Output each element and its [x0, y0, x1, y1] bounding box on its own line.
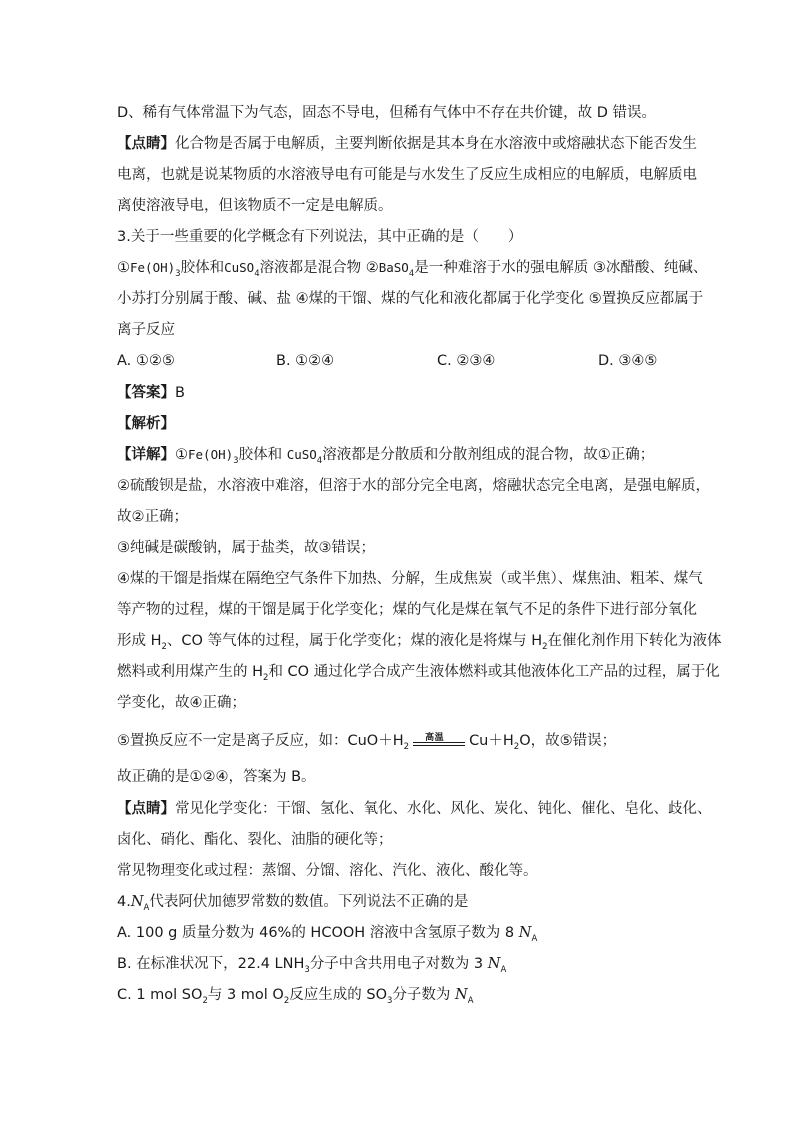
text-span: 与 3 mol O [207, 987, 284, 1003]
text-span: 等产物的过程，煤的干馏是属于化学变化；煤的气化是煤在氧气不足的条件下进行部分氧化 [117, 602, 697, 618]
section-tag: 【答案】 [117, 385, 175, 401]
subscript: 2 [403, 742, 410, 752]
text-line [117, 537, 375, 559]
subscript: 3 [387, 996, 393, 1006]
text-span: 化合物是否属于电解质，主要判断依据是其本身在水溶液中或熔融状态下能否发生 [175, 136, 697, 152]
option-text: A. ①②⑤ [117, 353, 175, 369]
text-line [117, 568, 703, 590]
text-span: ⑤置换反应不一定是离子反应，如：CuO＋H [117, 733, 404, 749]
subscript: 3 [175, 269, 181, 279]
text-line [117, 288, 703, 310]
subscript: 2 [513, 742, 520, 752]
constant-symbol: N [518, 925, 532, 941]
question-title [117, 891, 468, 915]
formula: CuSO [224, 260, 255, 275]
text-span: 3.关于一些重要的化学概念有下列说法，其中正确的是（ ） [117, 229, 523, 245]
text-span: 学变化，故④正确； [117, 695, 246, 711]
text-line [117, 798, 712, 820]
text-span: ③纯碱是碳酸钠，属于盐类，故③错误； [117, 540, 375, 556]
text-span: 燃料或利用煤产生的 H [117, 664, 264, 680]
text-span: ① [117, 260, 130, 276]
option-text: C. ②③④ [437, 353, 496, 369]
text-span: B. 在标准状况下，22.4 LNH [117, 956, 305, 972]
subscript: A [143, 903, 150, 913]
analysis-heading [117, 413, 175, 435]
subscript: 2 [283, 996, 290, 1006]
constant-symbol: N [130, 894, 144, 910]
section-tag: 【解析】 [117, 416, 175, 432]
text-line [117, 475, 710, 497]
subscript: A [467, 996, 474, 1006]
option-text: B. ①②④ [276, 353, 335, 369]
text-span: 常见化学变化：干馏、氢化、氧化、水化、风化、炭化、钝化、催化、皂化、歧化、 [175, 801, 712, 817]
option-a [117, 350, 175, 372]
text-span: 形成 H [117, 633, 162, 649]
text-span: 是一种难溶于水的强电解质 ③冰醋酸、纯碱、 [414, 260, 708, 276]
text-span: 分子数为 [392, 987, 456, 1003]
text-span: 4. [117, 894, 131, 910]
text-span: 和 CO 通过化学合成产生液体燃料或其他液体化工产品的过程，属于化 [268, 664, 720, 680]
option-line [117, 984, 474, 1008]
text-span: C. 1 mol SO [117, 987, 203, 1003]
option-line [117, 953, 506, 977]
option-c [437, 350, 495, 372]
answer-line [117, 382, 185, 404]
subscript: 3 [233, 456, 239, 466]
text-line [117, 195, 393, 217]
text-span: 分子中含共用电子对数为 3 [309, 956, 488, 972]
text-span: 在催化剂作用下转化为液体 [547, 633, 722, 649]
equation-line [117, 730, 616, 754]
formula: BaSO [378, 260, 409, 275]
text-line [117, 829, 393, 851]
text-line [117, 661, 720, 685]
option-line [117, 922, 537, 946]
subscript: 2 [202, 996, 208, 1006]
text-span: 电离，也就是说某物质的水溶液导电有可能是与水发生了反应生成相应的电解质，电解质电 [117, 167, 697, 183]
option-b [276, 350, 334, 372]
text-line [117, 133, 697, 155]
text-line [117, 692, 246, 714]
text-span: O，故⑤错误； [519, 733, 617, 749]
text-line [117, 319, 175, 341]
subscript: A [531, 934, 538, 944]
text-line [117, 257, 707, 281]
text-span: D、稀有气体常温下为气态，固态不导电，但稀有气体中不存在共价键，故 D 错误。 [117, 105, 657, 121]
subscript: 4 [316, 456, 323, 466]
text-line [117, 444, 654, 468]
text-line [117, 102, 656, 124]
text-span: 代表阿伏加德罗常数的数值。下列说法不正确的是 [149, 894, 469, 910]
section-tag: 【点睛】 [117, 801, 175, 817]
text-span: A. 100 g 质量分数为 46%的 HCOOH 溶液中含氢原子数为 8 [117, 925, 519, 941]
constant-symbol: N [487, 956, 501, 972]
text-line [117, 599, 697, 621]
subscript: A [500, 965, 507, 975]
text-span: 胶体和 [180, 260, 225, 276]
text-span: Cu＋H [469, 733, 514, 749]
text-span: 胶体和 [238, 447, 287, 463]
option-text: D. ③④⑤ [598, 353, 658, 369]
subscript: 4 [408, 269, 415, 279]
text-span: 小苏打分别属于酸、碱、盐 ④煤的干馏、煤的气化和液化都属于化学变化 ⑤置换反应都属于 [117, 291, 704, 307]
question-title [117, 226, 522, 248]
text-span: 反应生成的 SO [289, 987, 388, 1003]
text-span: 溶液都是分散质和分散剂组成的混合物，故①正确； [322, 447, 655, 463]
section-tag: 【详解】 [117, 447, 175, 463]
text-span: 故②正确； [117, 509, 188, 525]
text-line [117, 164, 697, 186]
text-span: ① [175, 447, 188, 463]
subscript: 4 [254, 269, 260, 279]
reaction-arrow [411, 730, 467, 752]
text-line [117, 506, 188, 528]
constant-symbol: N [455, 987, 468, 1003]
text-span: 离子反应 [117, 322, 175, 338]
subscript: 3 [304, 965, 310, 975]
text-line [117, 860, 538, 882]
text-line [117, 630, 722, 654]
subscript: 2 [542, 642, 548, 652]
text-span: 离使溶液导电，但该物质不一定是电解质。 [117, 198, 393, 214]
answer-value: B [175, 385, 185, 401]
subscript: 2 [161, 642, 167, 652]
text-span: 溶液都是混合物 ② [259, 260, 379, 276]
reaction-condition: 高温 [425, 733, 445, 743]
formula: CuSO [286, 447, 317, 462]
text-span: 故正确的是①②④，答案为 B。 [117, 769, 316, 785]
option-d [598, 350, 657, 372]
text-span: 、CO 等气体的过程，属于化学变化；煤的液化是将煤与 H [166, 633, 543, 649]
section-tag: 【点睛】 [117, 136, 175, 152]
equals-line-bottom [413, 745, 465, 746]
text-line [117, 766, 316, 788]
text-span: 常见物理变化或过程：蒸馏、分馏、溶化、汽化、液化、酸化等。 [117, 863, 538, 879]
formula: Fe(OH) [130, 260, 176, 275]
formula: Fe(OH) [188, 447, 234, 462]
text-span: 卤化、硝化、酯化、裂化、油脂的硬化等； [117, 832, 393, 848]
text-span: ④煤的干馏是指煤在隔绝空气条件下加热、分解，生成焦炭（或半焦）、煤焦油、粗苯、煤气 [117, 571, 703, 587]
equals-line-top [413, 742, 465, 743]
text-span: ②硫酸钡是盐，水溶液中难溶，但溶于水的部分完全电离，熔融状态完全电离，是强电解质， [117, 478, 710, 494]
subscript: 2 [263, 673, 269, 683]
